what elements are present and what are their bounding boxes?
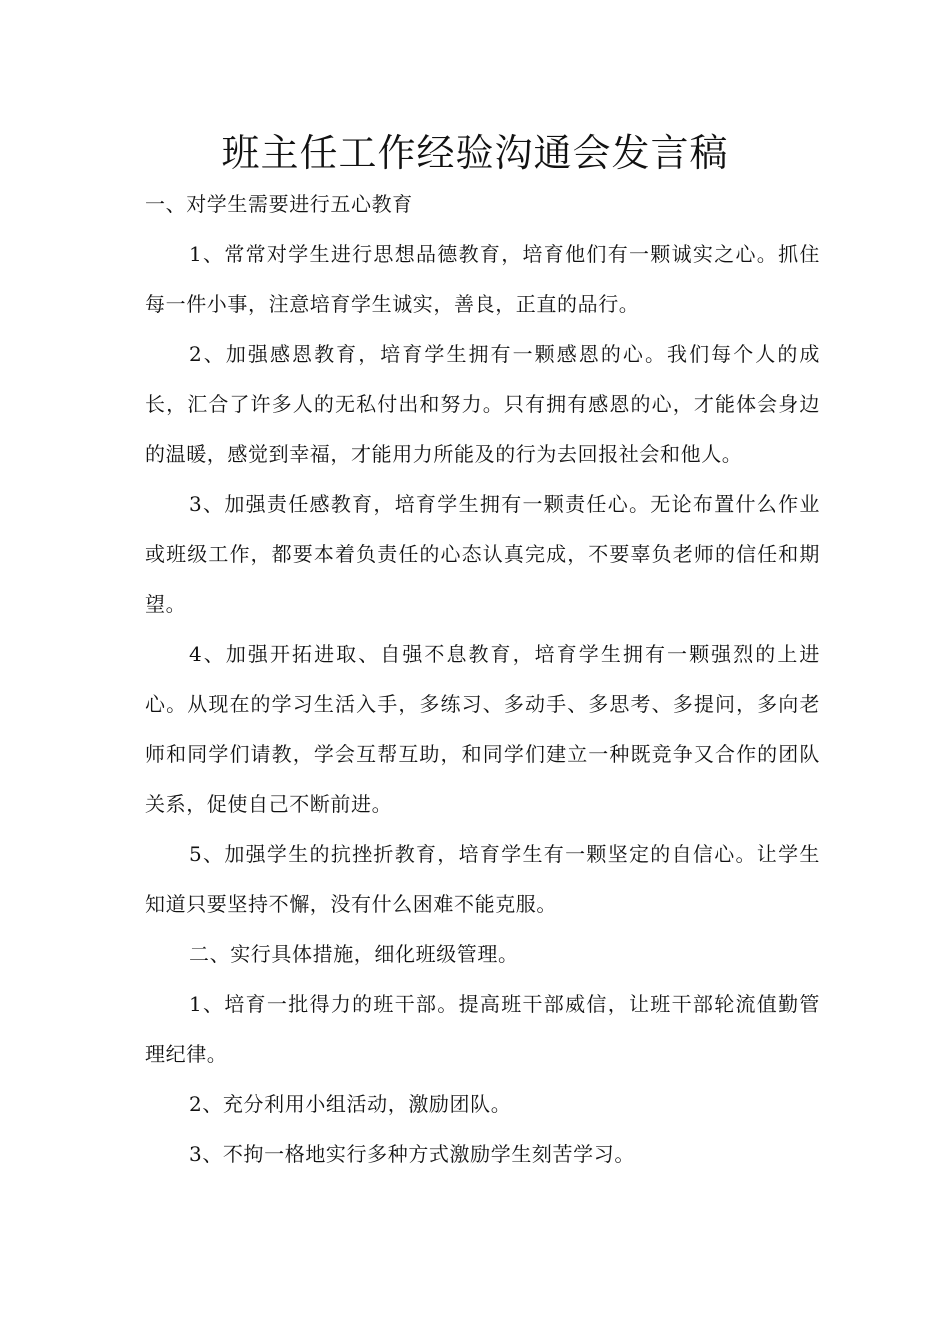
paragraph-honesty: 1、常常对学生进行思想品德教育，培育他们有一颗诚实之心。抓住每一件小事，注意培育学生诚实，善良，正直的品行。 <box>145 242 820 316</box>
paragraph-confidence: 5、加强学生的抗挫折教育，培育学生有一颗坚定的自信心。让学生知道只要坚持不懈，没有什么困难不能克服。 <box>145 842 820 916</box>
heading-section-2: 二、实行具体措施，细化班级管理。 <box>189 942 519 966</box>
heading-section-1: 一、对学生需要进行五心教育 <box>145 192 413 216</box>
paragraph-gratitude: 2、加强感恩教育，培育学生拥有一颗感恩的心。我们每个人的成长，汇合了许多人的无私付出和努力。只有拥有感恩的心，才能体会身边的温暖，感觉到幸福，才能用力所能及的行为去回报社会和他人。 <box>145 342 820 466</box>
document-body <box>145 179 820 1179</box>
paragraph-ambition: 4、加强开拓进取、自强不息教育，培育学生拥有一颗强烈的上进心。从现在的学习生活入手，多练习、多动手、多思考、多提问，多向老师和同学们请教，学会互帮互助，和同学们建立一种既竞争又合作的团队关系，促使自己不断前进。 <box>145 642 820 816</box>
paragraph-group-activities: 2、充分利用小组活动，激励团队。 <box>189 1092 512 1116</box>
document-title: 班主任工作经验沟通会发言稿 <box>221 131 729 175</box>
paragraph-class-cadres: 1、培育一批得力的班干部。提高班干部威信，让班干部轮流值勤管理纪律。 <box>145 992 820 1066</box>
paragraph-responsibility: 3、加强责任感教育，培育学生拥有一颗责任心。无论布置什么作业或班级工作，都要本着负责任的心态认真完成，不要辜负老师的信任和期望。 <box>145 492 820 616</box>
paragraph-motivation: 3、不拘一格地实行多种方式激励学生刻苦学习。 <box>189 1142 635 1166</box>
